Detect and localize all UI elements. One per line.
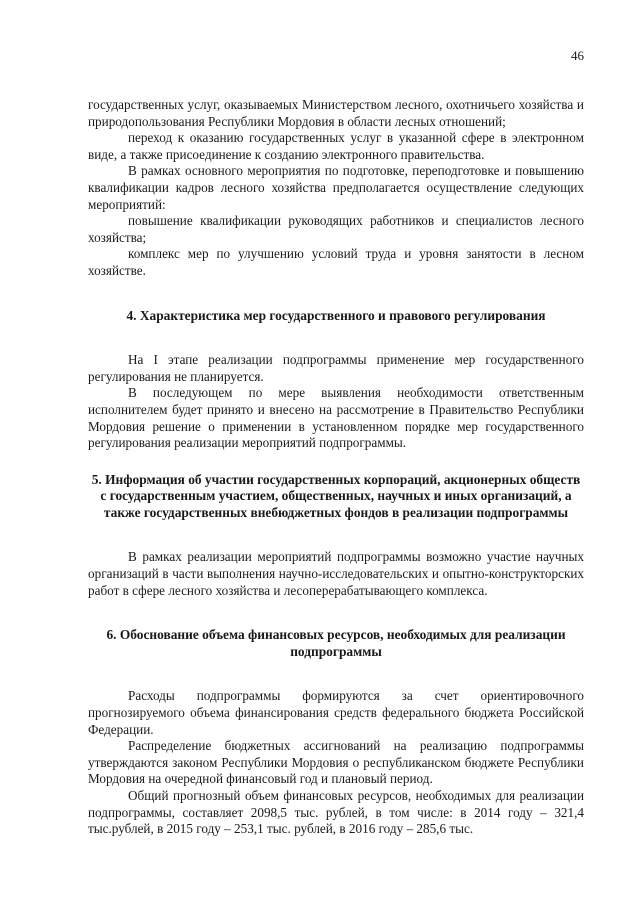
document-body (88, 97, 584, 838)
spacer (88, 521, 584, 549)
paragraph: государственных услуг, оказываемых Министерством лесного, охотничьего хозяйства и природопользования Республики Мордовия в области лесных отношений; (88, 97, 584, 129)
paragraph: повышение квалификации руководящих работников и специалистов лесного хозяйства; (88, 213, 584, 245)
paragraph: В рамках основного мероприятия по подготовке, переподготовке и повышению квалификации кадров лесного хозяйства предполагается осуществление следующих мероприятий: (88, 163, 584, 212)
section-heading: 4. Характеристика мер государственного и правового регулирования (126, 307, 546, 323)
spacer (88, 452, 584, 472)
paragraph: Общий прогнозный объем финансовых ресурсов, необходимых для реализации подпрограммы, составляет 2098,5 тыс. рублей, в том числе: в 2014 году – 321,4 тыс.рублей, в 2015 году – 253,1 тыс. рублей, в 2016 году – 285,6 тыс. (88, 788, 584, 837)
paragraph: Расходы подпрограммы формируются за счет ориентировочного прогнозируемого объема финансирования средств федерального бюджета Российской Федерации. (88, 688, 584, 737)
paragraph: комплекс мер по улучшению условий труда и уровня занятости в лесном хозяйстве. (88, 246, 584, 278)
section-heading: 5. Информация об участии государственных корпораций, акционерных обществ с государственным участием, общественных, научных и иных организаций, а также государственных внебюджетных фондов в реализации подпрограммы (91, 471, 581, 520)
paragraph: На I этапе реализации подпрограммы применение мер государственного регулирования не планируется. (88, 352, 584, 384)
paragraph: В рамках реализации мероприятий подпрограммы возможно участие научных организаций в части выполнения научно-исследовательских и опытно-конструкторских работ в сфере лесного хозяйства и лесоперерабатывающего комплекса. (88, 549, 584, 598)
spacer (88, 660, 584, 688)
spacer (88, 599, 584, 627)
section-heading: 6. Обоснование объема финансовых ресурсов, необходимых для реализации подпрограммы (106, 627, 566, 659)
spacer (88, 324, 584, 352)
spacer (88, 280, 584, 308)
paragraph: переход к оказанию государственных услуг в указанной сфере в электронном виде, а также присоединение к созданию электронного правительства. (88, 130, 584, 162)
paragraph: Распределение бюджетных ассигнований на реализацию подпрограммы утверждаются законом Республики Мордовия о республиканском бюджете Республики Мордовия на очередной финансовый год и плановый период. (88, 738, 584, 787)
paragraph: В последующем по мере выявления необходимости ответственным исполнителем будет принято и внесено на рассмотрение в Правительство Республики Мордовия решение о применении в установленном порядке мер государственного регулирования реализации мероприятий подпрограммы. (88, 385, 584, 451)
page-number: 46 (571, 48, 584, 63)
